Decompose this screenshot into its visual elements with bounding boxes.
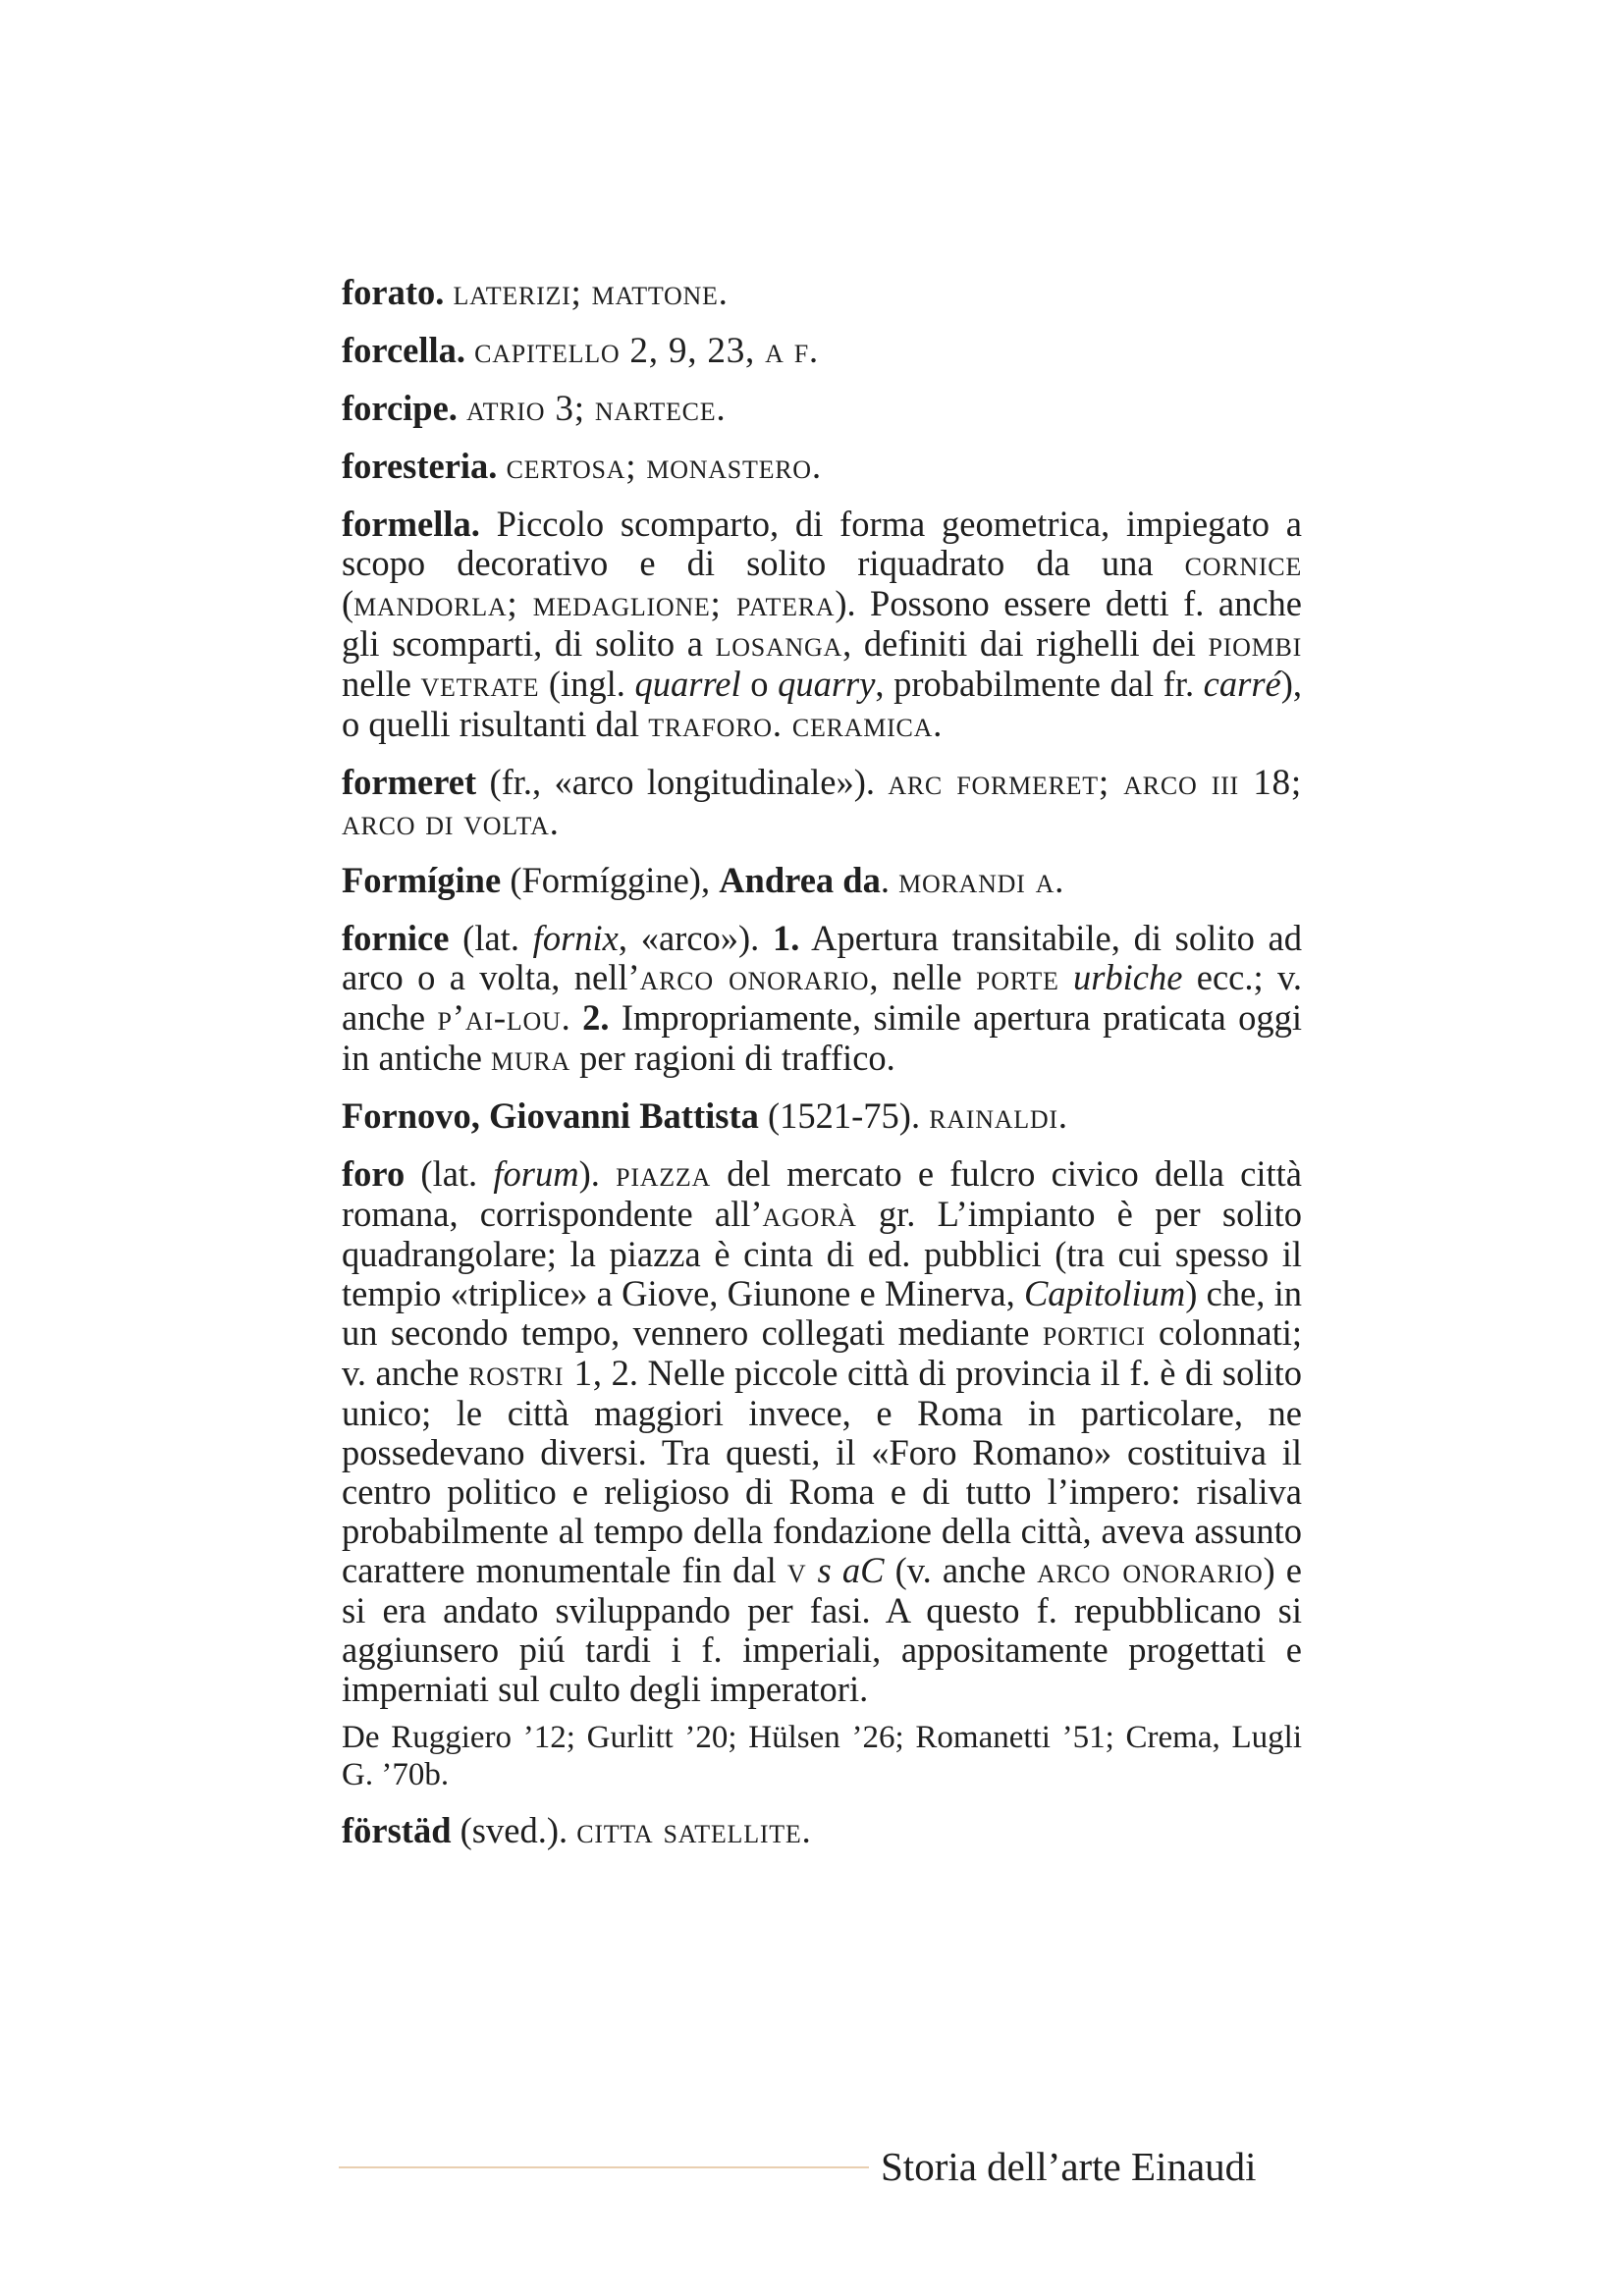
foreign-term: carré (1203, 664, 1281, 704)
entry-text: ). Possono essere detti f. anche gli scomparti, di solito a (342, 583, 1302, 664)
headword: forcella. (342, 330, 466, 370)
cross-reference: traforo. ceramica. (648, 705, 944, 745)
entry-text: ). (578, 1153, 617, 1194)
entry-text: Piccolo scomparto, di forma geometrica, impiegato a scopo decorativo e di solito riquadrato da una (342, 504, 1302, 583)
entry-text: ), o quelli risultanti dal (342, 664, 1303, 744)
foreign-term: forum (493, 1153, 579, 1194)
headword: formeret (342, 762, 477, 802)
dictionary-page (342, 273, 1302, 1869)
entry-text: ) che, in un secondo tempo, vennero collegati mediante (342, 1273, 1302, 1353)
entry-text: nelle (342, 664, 421, 704)
headword: formella. (342, 504, 480, 544)
headword: foro (342, 1153, 406, 1194)
cross-reference: citta satellite. (576, 1811, 812, 1851)
cross-reference: porte (976, 958, 1059, 998)
headword: Andrea da (719, 860, 881, 900)
entry-text: (v. anche (884, 1550, 1038, 1590)
entry-text: , nelle (869, 957, 977, 997)
cross-reference: rainaldi. (929, 1096, 1068, 1137)
cross-reference: laterizi; mattone. (453, 273, 729, 313)
foreign-term: fornix (532, 918, 619, 958)
entry-foresteria (342, 447, 1302, 487)
cross-reference: cornice (1184, 544, 1302, 584)
cross-reference: piazza (616, 1154, 712, 1195)
cross-reference: agorà (762, 1195, 857, 1235)
bibliography: De Ruggiero ’12; Gurlitt ’20; Hülsen ’26; Romanetti ’51; Crema, Lugli G. ’70b. (342, 1720, 1302, 1792)
entry-formella (342, 505, 1302, 745)
entry-text: , definiti dai righelli dei (842, 623, 1209, 664)
headword: fornice (342, 918, 450, 958)
entry-formeret (342, 763, 1302, 843)
entry-fornovo (342, 1096, 1302, 1137)
headword: förstäd (342, 1810, 452, 1850)
entry-text: (Formíggine), (501, 860, 720, 900)
cross-reference: capitello 2, 9, 23, a f. (474, 331, 819, 371)
entry-text: ) e si era andato sviluppando per fasi. A questo f. repubblicano si aggiunsero piú tardi i f. imperiali, appositamente progettati e imperniati sul culto degli imperatori. (342, 1550, 1302, 1709)
cross-reference: mura (491, 1039, 571, 1079)
cross-reference: atrio 3; nartece. (466, 389, 727, 429)
cross-reference: arco onorario (1037, 1551, 1264, 1591)
entry-forato (342, 273, 1302, 313)
sense-number: 2. (582, 997, 610, 1038)
cross-reference: arco onorario (639, 958, 870, 998)
entry-text: Impropriamente, simile apertura praticata oggi in antiche (342, 997, 1303, 1078)
entry-text: (lat. (449, 918, 533, 958)
sense-number: 1. (773, 918, 800, 958)
entry-formigine (342, 861, 1302, 901)
foreign-term: urbiche (1072, 957, 1183, 997)
entry-text: (fr., «arco longitudinale»). (476, 762, 889, 802)
headword: foresteria. (342, 446, 498, 486)
entry-text: (1521-75). (758, 1095, 930, 1136)
cross-reference: piombi (1208, 624, 1302, 665)
entry-text: ecc.; v. anche (342, 957, 1302, 1038)
date-abbreviation: s aC (817, 1550, 885, 1590)
entry-forcipe (342, 389, 1302, 429)
entry-text: ( (342, 583, 354, 623)
cross-reference: mandorla; medaglione; patera (353, 584, 836, 624)
headword: forcipe. (342, 388, 458, 428)
headword: Formígine (342, 860, 502, 900)
entry-text: (lat. (405, 1153, 494, 1194)
entry-foro (342, 1154, 1302, 1709)
cross-reference: v (786, 1551, 807, 1591)
entry-forcella (342, 331, 1302, 371)
entry-text: . (561, 997, 583, 1038)
headword: Fornovo, Giovanni Battista (342, 1095, 759, 1136)
entry-text: o (740, 664, 779, 704)
entry-forstad (342, 1811, 1302, 1851)
entry-text: per ragioni di traffico. (570, 1038, 895, 1078)
cross-reference: certosa; monastero. (506, 447, 822, 487)
cross-reference: morandi a. (898, 861, 1065, 901)
entry-text: gr. L’impianto è per solito quadrangolare; la piazza è cinta di ed. pubblici (tra cui spesso il tempio «triplice» a Giove, Giunone e Minerva, (342, 1194, 1303, 1313)
cross-reference: losanga (715, 624, 843, 665)
entry-text: (sved.). (451, 1810, 577, 1850)
footer-title: Storia dell’arte Einaudi (881, 2144, 1257, 2189)
entry-text (1059, 957, 1073, 997)
entry-text (806, 1550, 817, 1590)
entry-text: Apertura transitabile, di solito ad arco o a volta, nell’ (342, 918, 1302, 997)
entry-text: , «arco»). (618, 918, 774, 958)
headword: forato. (342, 272, 445, 312)
entry-text: (ingl. (539, 664, 635, 704)
foreign-term: Capitolium (1023, 1273, 1186, 1313)
entry-text: . (880, 860, 899, 900)
cross-reference: arc formeret; arco iii 18; arco di volta. (342, 763, 1302, 843)
foreign-term: quarry (778, 664, 876, 704)
entry-text: del mercato e fulcro civico della città romana, corrispondente all’ (342, 1153, 1303, 1234)
entry-text: , 2. Nelle piccole città di provincia il f. è di solito unico; le città maggiori invece, e Roma in particolare, ne possedevano diversi. Tra questi, il «Foro Romano» costituiva il centro politico e religioso di Roma e di tutto l’impero: risaliva probabilmente al tempo della fondazione della città, aveva assunto carattere monumentale fin dal (342, 1353, 1302, 1590)
cross-reference: portici (1042, 1313, 1146, 1354)
foreign-term: quarrel (634, 664, 741, 704)
entry-text: colonnati; v. anche (342, 1312, 1302, 1393)
cross-reference: vetrate (420, 665, 540, 705)
cross-reference: rostri 1 (468, 1354, 593, 1394)
entry-text: , probabilmente dal fr. (875, 664, 1204, 704)
cross-reference: p’ai-lou (437, 998, 562, 1039)
footer-rule (339, 2166, 869, 2168)
entry-fornice (342, 919, 1302, 1079)
